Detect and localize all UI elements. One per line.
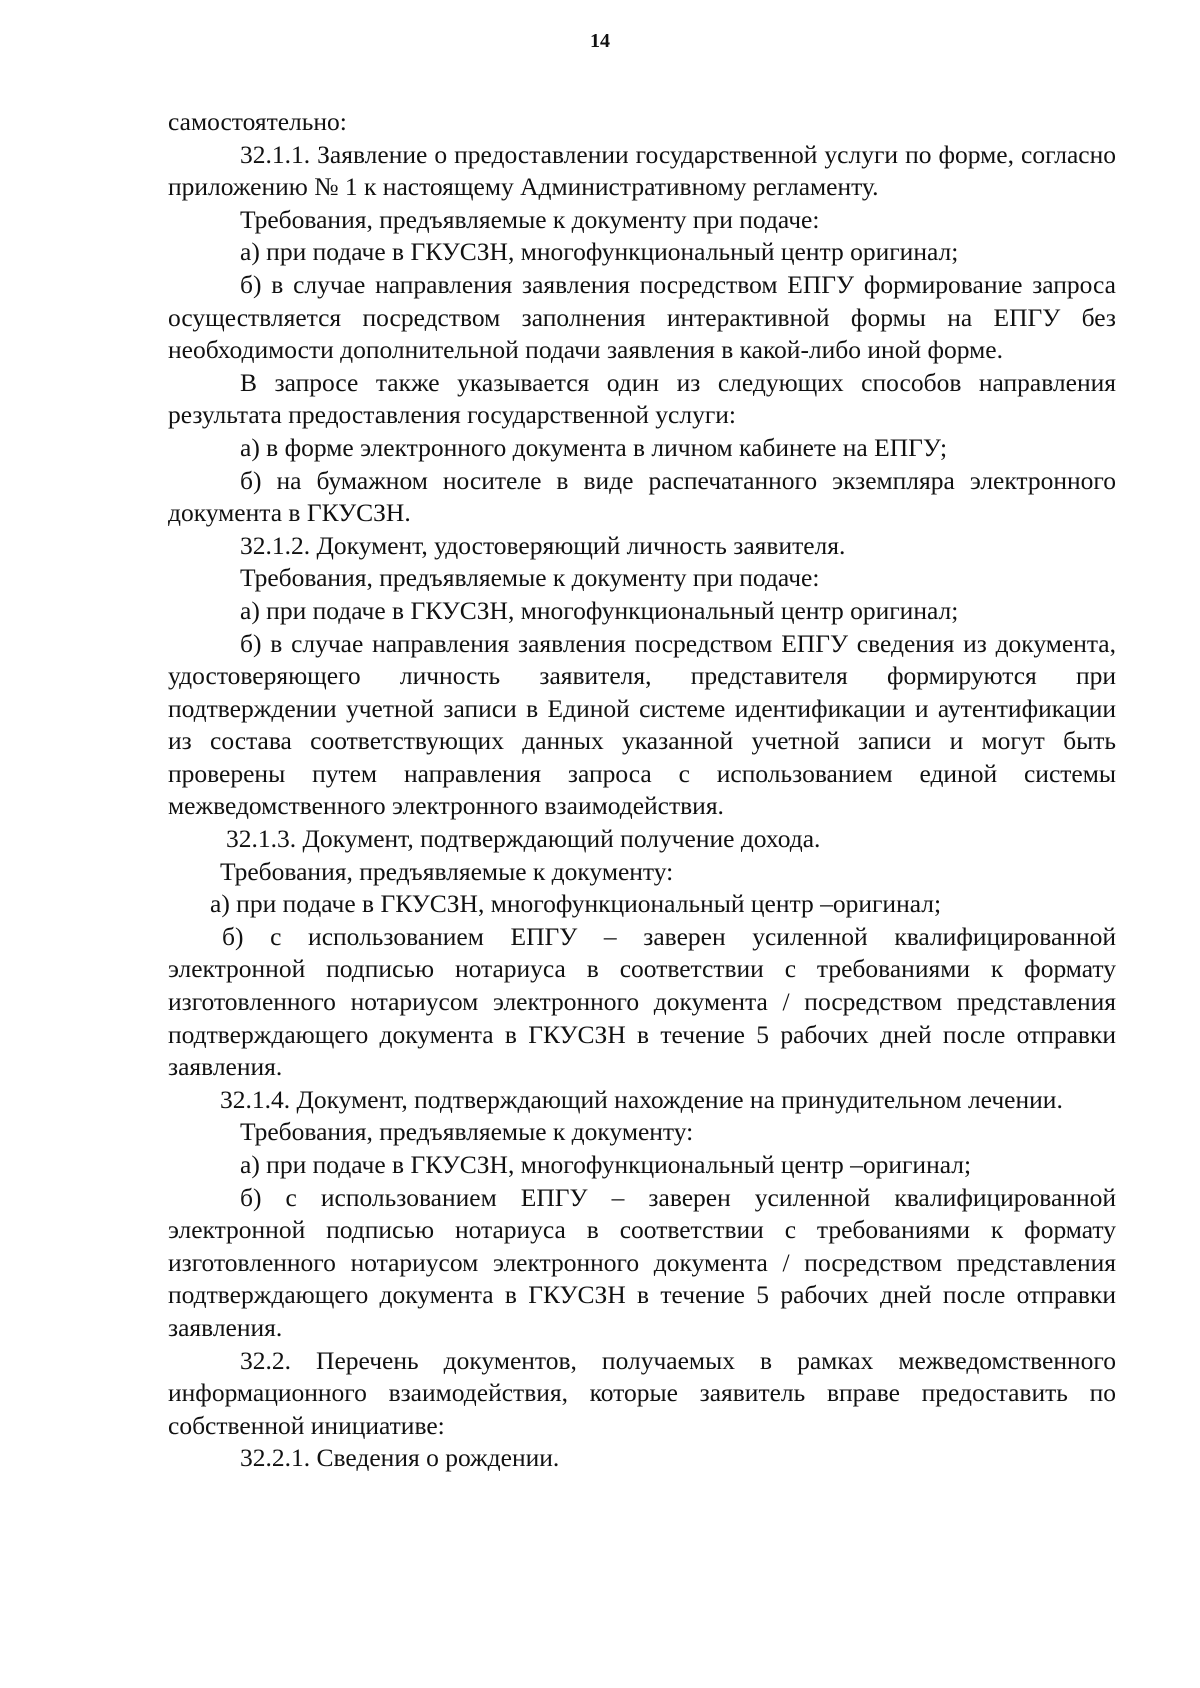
paragraph: а) при подаче в ГКУСЗН, многофункциональный центр –оригинал;: [240, 1150, 972, 1179]
paragraph: а) при подаче в ГКУСЗН, многофункциональный центр оригинал;: [240, 237, 959, 267]
paragraph: а) в форме электронного документа в личном кабинете на ЕПГУ;: [240, 432, 948, 462]
paragraph: б) на бумажном носителе в виде распечатанного экземпляра электронного документа в ГКУСЗН.: [168, 465, 1116, 528]
paragraph-32-2-1: 32.2.1. Сведения о рождении.: [240, 1443, 560, 1473]
paragraph-32-1-3: 32.1.3. Документ, подтверждающий получение дохода.: [226, 824, 821, 854]
paragraph: Требования, предъявляемые к документу при подаче:: [240, 204, 820, 234]
paragraph-32-1-2: 32.1.2. Документ, удостоверяющий личность заявителя.: [240, 530, 846, 560]
paragraph: б) в случае направления заявления посредством ЕПГУ формирование запроса осуществляется посредством заполнения интерактивной формы на ЕПГУ без необходимости дополнительной подачи заявления в какой-либо иной форме.: [168, 269, 1116, 365]
paragraph: б) в случае направления заявления посредством ЕПГУ сведения из документа, удостоверяющего личность заявителя, представителя формируются при подтверждении учетной записи в Единой системе идентификации и аутентификации из состава соответствующих данных указанной учетной записи и могут быть проверены путем направления запроса с использованием единой системы межведомственного электронного взаимодействия.: [168, 628, 1116, 821]
paragraph: Требования, предъявляемые к документу:: [240, 1117, 694, 1147]
paragraph-32-1-1: 32.1.1. Заявление о предоставлении государственной услуги по форме, согласно приложению № 1 к настоящему Административному регламенту.: [168, 139, 1116, 202]
paragraph: самостоятельно:: [168, 107, 347, 136]
page-number: 14: [590, 30, 610, 52]
paragraph-32-2: 32.2. Перечень документов, получаемых в рамках межведомственного информационного взаимодействия, которые заявитель вправе предоставить по собственной инициативе:: [168, 1345, 1116, 1440]
paragraph-32-1-4: 32.1.4. Документ, подтверждающий нахождение на принудительном лечении.: [220, 1084, 1063, 1114]
paragraph: Требования, предъявляемые к документу:: [220, 856, 674, 886]
document-body: [168, 106, 1116, 1475]
paragraph: Требования, предъявляемые к документу при подаче:: [240, 563, 820, 593]
paragraph: б) с использованием ЕПГУ – заверен усиленной квалифицированной электронной подписью нотариуса в соответствии с требованиями к формату изготовленного нотариусом электронного документа / посредством представления подтверждающего документа в ГКУСЗН в течение 5 рабочих дней после отправки заявления.: [168, 921, 1116, 1082]
paragraph: а) при подаче в ГКУСЗН, многофункциональный центр –оригинал;: [210, 889, 942, 919]
paragraph: б) с использованием ЕПГУ – заверен усиленной квалифицированной электронной подписью нотариуса в соответствии с требованиями к формату изготовленного нотариусом электронного документа / посредством представления подтверждающего документа в ГКУСЗН в течение 5 рабочих дней после отправки заявления.: [168, 1182, 1116, 1342]
paragraph: а) при подаче в ГКУСЗН, многофункциональный центр оригинал;: [240, 595, 959, 625]
paragraph: В запросе также указывается один из следующих способов направления результата предоставления государственной услуги:: [168, 367, 1116, 430]
